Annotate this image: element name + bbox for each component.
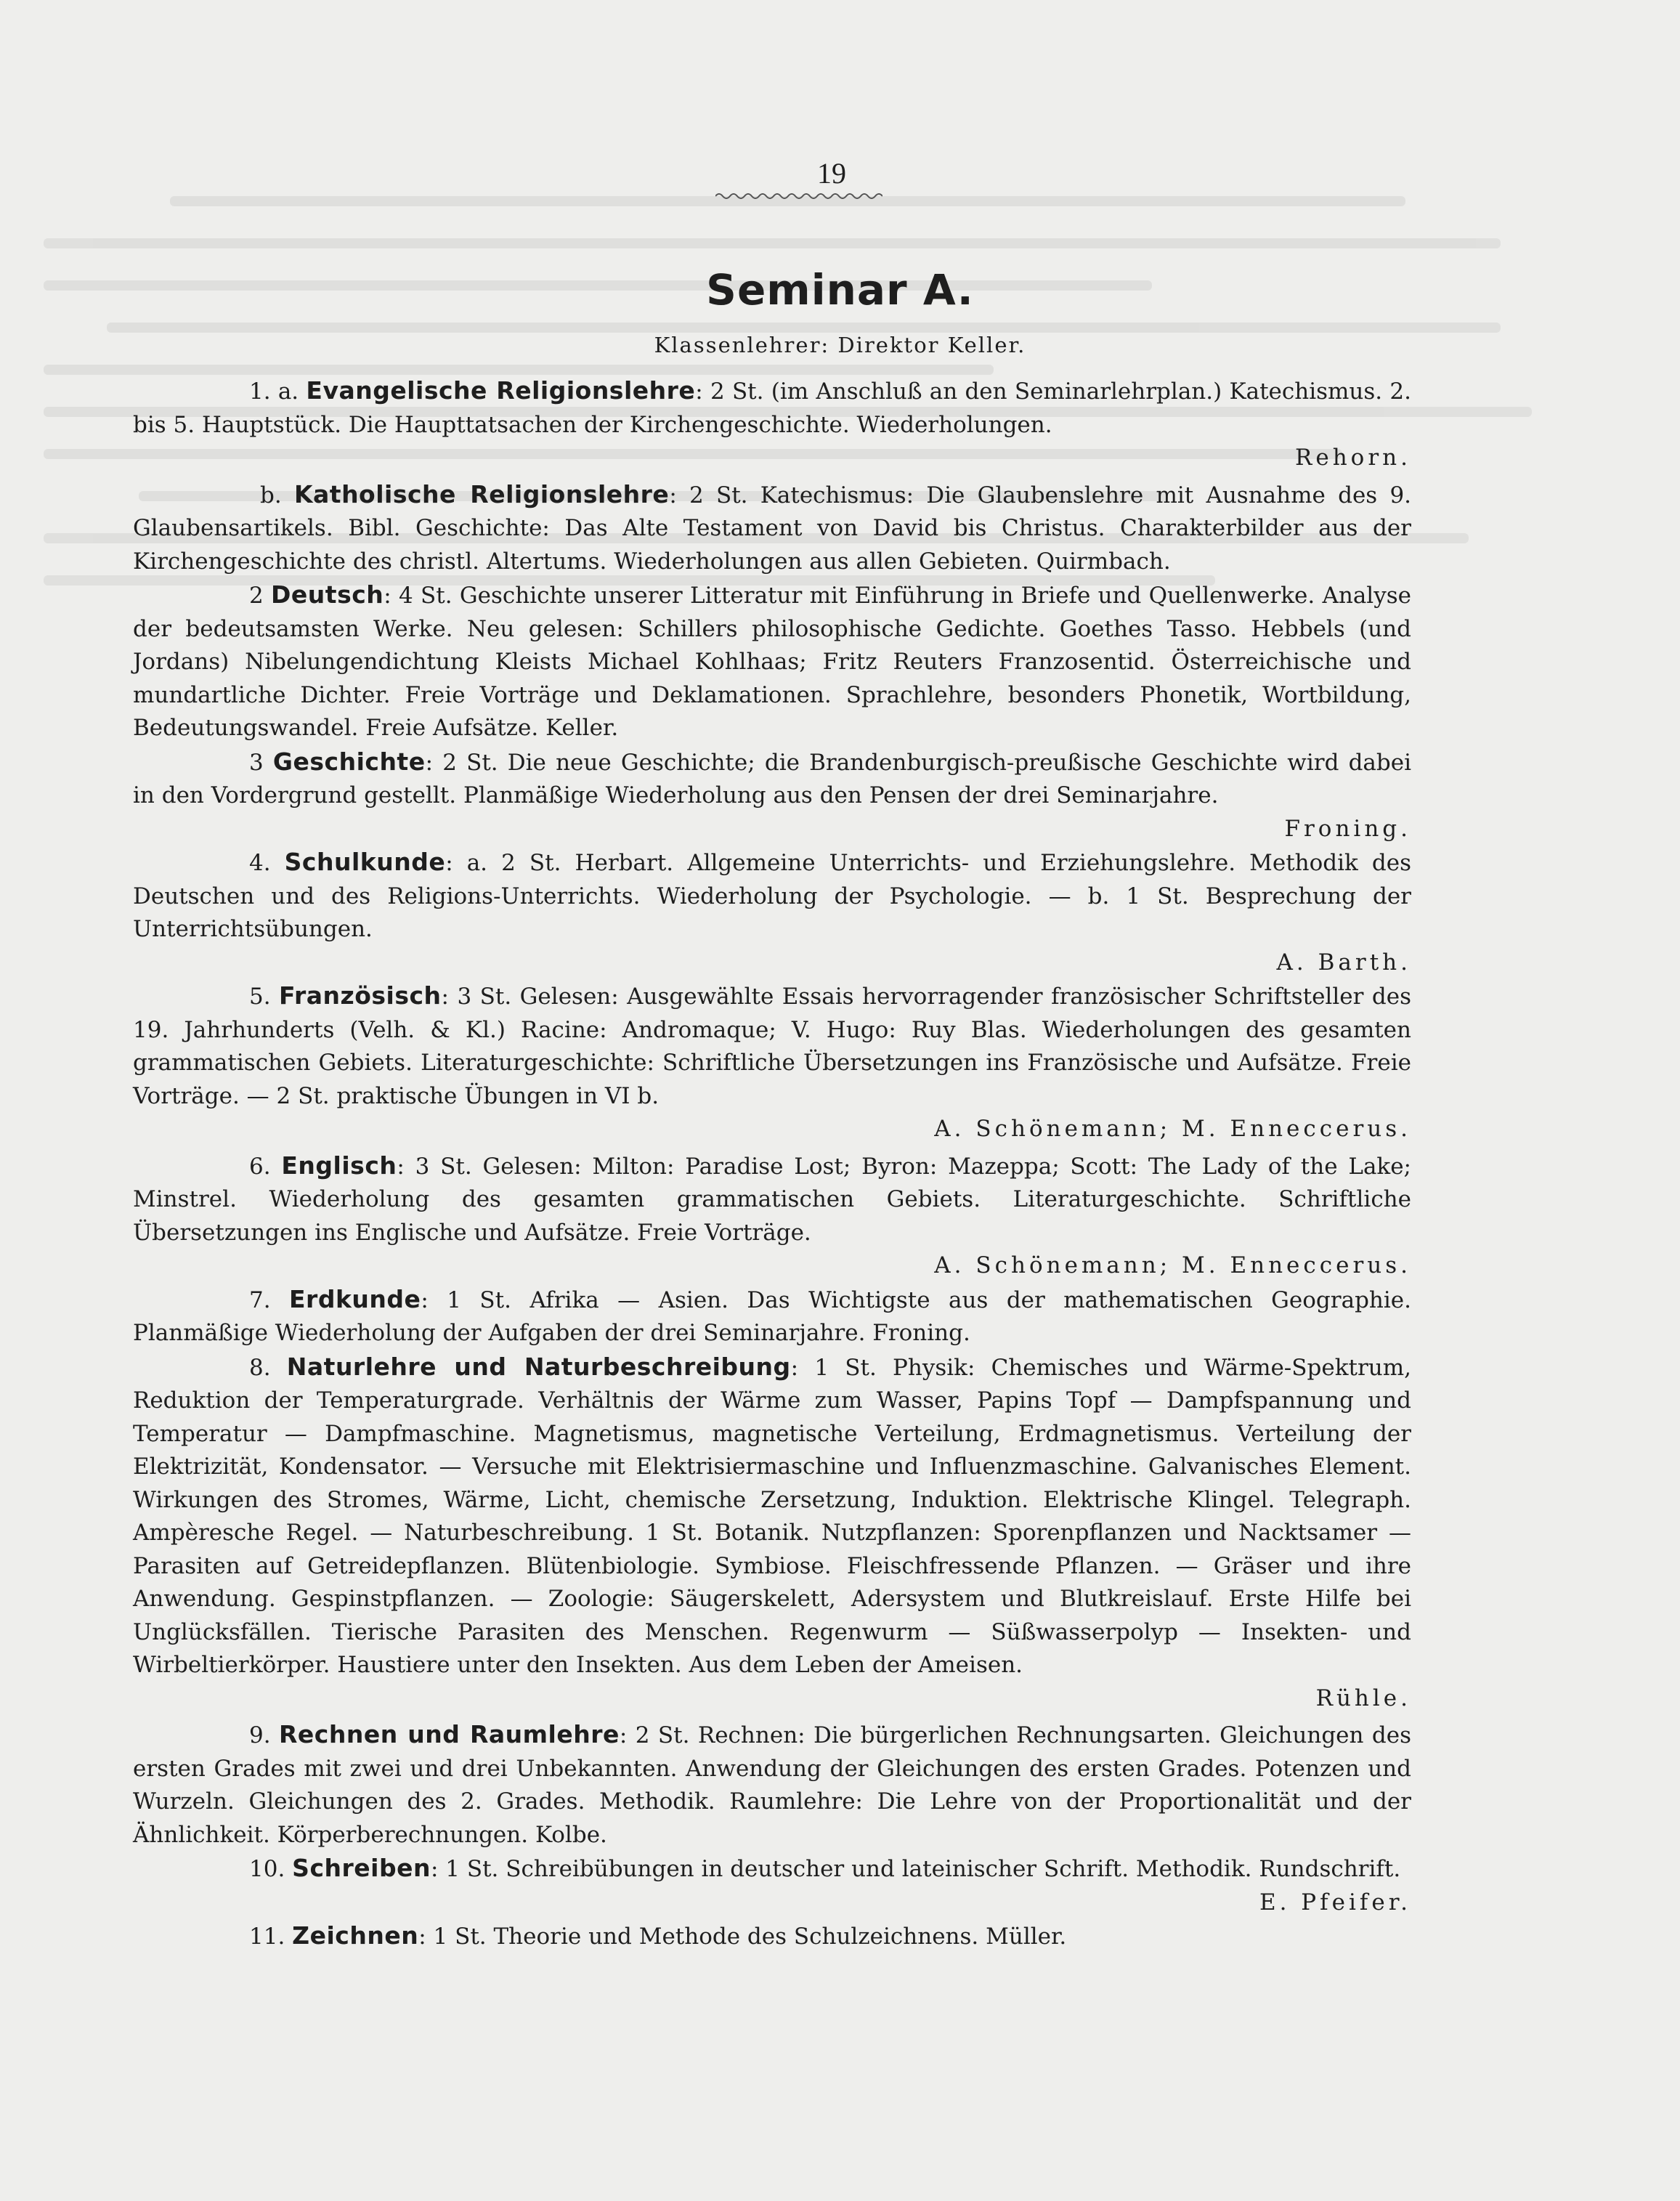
teacher-name: A. Barth. xyxy=(1276,949,1411,976)
section-german: 2 Deutsch: 4 St. Geschichte unserer Litteratur mit Einführung in Briefe und Quellenwerke. Analyse der bedeutsamsten Werke. Neu gelesen: Schillers philosophische Gedichte. Goethes Tasso. Hebbels (und Jordans) Nibelungendichtung Kleists Michael Kohlhaas; Fritz Reuters Franzosentid. Österreichische und mundartliche Dichter. Freie Vorträge und Deklamationen. Sprachlehre, besonders Phonetik, Wortbildung, Bedeutungswandel. Freie Aufsätze. Keller. xyxy=(133,580,1411,741)
teacher-name: A. Schönemann; M. Enneccerus. xyxy=(934,1116,1411,1142)
section-text: : 1 St. Physik: Chemisches und Wärme-Spektrum, Reduktion der Temperaturgrade. Verhältnis der Wärme zum Wasser, Papins Topf — Dampfspannung und Temperatur — Dampfmaschine. Magnetismus, magnetische Verteilung, Erdmagnetismus. Verteilung der Elektrizität, Kondensator. — Versuche mit Elektrisiermaschine und Influenzmaschine. Galvanisches Element. Wirkungen des Stromes, Wärme, Licht, chemische Zersetzung, Induktion. Elektrische Klingel. Telegraph. Ampèresche Regel. — Naturbeschreibung. 1 St. Botanik. Nutzpflanzen: Sporenpflanzen und Nacktsamer — Parasiten auf Getreidepflanzen. Blütenbiologie. Symbiose. Fleischfressende Pflanzen. — Gräser und ihre Anwendung. Gespinstpflanzen. — Zoologie: Säugerskelett, Adersystem und Blutkreislauf. Erste Hilfe bei Unglücksfällen. Tierische Parasiten des Menschen. Regenwurm — Süßwasserpolyp — Insekten- und Wirbeltierkörper. Haustiere unter den Insekten. Aus dem Leben der Ameisen. xyxy=(133,1354,1411,1678)
section-text: : 2 St. Katechismus: Die Glaubenslehre mit Ausnahme des 9. Glaubensartikels. Bibl. Geschichte: Das Alte Testament von David bis Christus. Charakterbilder aus der Kirchengeschichte des christl. Altertums. Wiederholungen aus allen Gebieten. Quirmbach. xyxy=(133,482,1412,575)
teacher-name: Rühle. xyxy=(1315,1685,1411,1711)
teacher-name: Froning. xyxy=(1284,815,1411,842)
page-title: Seminar A. xyxy=(706,265,974,315)
curriculum-body xyxy=(133,374,1411,1954)
section-writing: 10. Schreiben: 1 St. Schreibübungen in deutscher und lateinischer Schrift. Methodik. Rundschrift. E. Pfeifer. xyxy=(133,1852,1411,1919)
teacher-name: A. Schönemann; M. Enneccerus. xyxy=(934,1252,1411,1278)
section-natural-science: 8. Naturlehre und Naturbeschreibung: 1 St. Physik: Chemisches und Wärme-Spektrum, Reduktion der Temperaturgrade. Verhältnis der Wärme zum Wasser, Papins Topf — Dampfspannung und Temperatur — Dampfmaschine. Magnetismus, magnetische Verteilung, Erdmagnetismus. Verteilung der Elektrizität, Kondensator. — Versuche mit Elektrisiermaschine und Influenzmaschine. Galvanisches Element. Wirkungen des Stromes, Wärme, Licht, chemische Zersetzung, Induktion. Elektrische Klingel. Telegraph. Ampèresche Regel. — Naturbeschreibung. 1 St. Botanik. Nutzpflanzen: Sporenpflanzen und Nacktsamer — Parasiten auf Getreidepflanzen. Blütenbiologie. Symbiose. Fleischfressende Pflanzen. — Gräser und ihre Anwendung. Gespinstpflanzen. — Zoologie: Säugerskelett, Adersystem und Blutkreislauf. Erste Hilfe bei Unglücksfällen. Tierische Parasiten des Menschen. Regenwurm — Süßwasserpolyp — Insekten- und Wirbeltierkörper. Haustiere unter den Insekten. Aus dem Leben der Ameisen. Rühle. xyxy=(133,1350,1411,1716)
subject-heading: Zeichnen xyxy=(292,1921,419,1950)
section-drawing: 11. Zeichnen: 1 St. Theorie und Methode des Schulzeichnens. Müller. xyxy=(249,1921,1067,1950)
section-english: 6. Englisch: 3 St. Gelesen: Milton: Paradise Lost; Byron: Mazeppa; Scott: The Lady of the Lake; Minstrel. Wiederholung des gesamten grammatischen Gebiets. Literaturgeschichte. Schriftliche Übersetzungen ins Englische und Aufsätze. Freie Vorträge. A. Schönemann; M. Enneccerus. xyxy=(133,1149,1411,1283)
section-arithmetic-geometry: 9. Rechnen und Raumlehre: 2 St. Rechnen: Die bürgerlichen Rechnungsarten. Gleichungen des ersten Grades mit zwei und drei Unbekannten. Anwendung der Gleichungen des ersten Grades. Potenzen und Wurzeln. Gleichungen des 2. Grades. Methodik. Raumlehre: Die Lehre von der Proportionalität und der Ähnlichkeit. Körperberechnungen. Kolbe. xyxy=(133,1720,1412,1848)
section-catholic-religion: b. Katholische Religionslehre: 2 St. Katechismus: Die Glaubenslehre mit Ausnahme des 9. Glaubensartikels. Bibl. Geschichte: Das Alte Testament von David bis Christus. Charakterbilder aus der Kirchengeschichte des christl. Altertums. Wiederholungen aus allen Gebieten. Quirmbach. xyxy=(133,479,1412,575)
section-history: 3 Geschichte: 2 St. Die neue Geschichte; die Brandenburgisch-preußische Geschichte wird dabei in den Vordergrund gestellt. Planmäßige Wiederholung aus den Pensen der drei Seminarjahre. Froning. xyxy=(133,745,1411,846)
section-school-studies: 4. Schulkunde: a. 2 St. Herbart. Allgemeine Unterrichts- und Erziehungslehre. Methodik des Deutschen und des Religions-Unterrichts. Wiederholung der Psychologie. — b. 1 St. Besprechung der Unterrichtsübungen. A. Barth. xyxy=(133,846,1411,979)
subject-heading: Geschichte xyxy=(272,747,426,776)
section-text: : 3 St. Gelesen: Milton: Paradise Lost; Byron: Mazeppa; Scott: The Lady of the Lake; Minstrel. Wiederholung des gesamten grammatischen Gebiets. Literaturgeschichte. Schriftliche Übersetzungen ins Englische und Aufsätze. Freie Vorträge. xyxy=(133,1153,1412,1246)
page-number: 19 xyxy=(817,157,846,190)
teacher-name: Rehorn. xyxy=(1295,445,1411,471)
subject-heading: Französisch xyxy=(279,981,442,1010)
subject-heading: Deutsch xyxy=(271,580,384,609)
subject-heading: Naturlehre und Naturbeschreibung xyxy=(286,1352,791,1381)
wavy-rule-ornament xyxy=(715,190,882,202)
teacher-name: E. Pfeifer. xyxy=(1259,1889,1411,1916)
subject-heading: Schreiben xyxy=(292,1854,431,1882)
subject-heading: Schulkunde xyxy=(284,848,446,876)
section-text: : 2 St. Rechnen: Die bürgerlichen Rechnungsarten. Gleichungen des ersten Grades mit zwei und drei Unbekannten. Anwendung der Gleichungen des ersten Grades. Potenzen und Wurzeln. Gleichungen des 2. Grades. Methodik. Raumlehre: Die Lehre von der Proportionalität und der Ähnlichkeit. Körperberechnungen. Kolbe. xyxy=(133,1722,1412,1848)
section-text: : a. 2 St. Herbart. Allgemeine Unterrichts- und Erziehungslehre. Methodik des Deutschen und des Religions-Unterrichts. Wiederholung der Psychologie. — b. 1 St. Besprechung der Unterrichtsübungen. xyxy=(133,850,1411,942)
subject-heading: Rechnen und Raumlehre xyxy=(279,1720,620,1748)
subject-heading: Katholische Religionslehre xyxy=(293,479,670,508)
section-text: : 2 St. (im Anschluß an den Seminarlehrplan.) Katechismus. 2. bis 5. Hauptstück. Die Haupttatsachen der Kirchengeschichte. Wiederholungen. xyxy=(133,378,1411,438)
section-french: 5. Französisch: 3 St. Gelesen: Ausgewählte Essais hervorragender französischer Schriftsteller des 19. Jahrhunderts (Velh. & Kl.) Racine: Andromaque; V. Hugo: Ruy Blas. Wiederholungen des gesamten grammatischen Gebiets. Literaturgeschichte: Schriftliche Übersetzungen ins Französische und Aufsätze. Freie Vorträge. — 2 St. praktische Übungen in VI b. A. Schönemann; M. Enneccerus. xyxy=(133,979,1411,1146)
section-text: : 2 St. Die neue Geschichte; die Brandenburgisch-preußische Geschichte wird dabei in den Vordergrund gestellt. Planmäßige Wiederholung aus den Pensen der drei Seminarjahre. xyxy=(133,749,1412,808)
section-geography: 7. Erdkunde: 1 St. Afrika — Asien. Das Wichtigste aus der mathematischen Geographie. Planmäßige Wiederholung der Aufgaben der drei Seminarjahre. Froning. xyxy=(133,1284,1411,1346)
section-text: : 3 St. Gelesen: Ausgewählte Essais hervorragender französischer Schriftsteller des 19. Jahrhunderts (Velh. & Kl.) Racine: Andromaque; V. Hugo: Ruy Blas. Wiederholungen des gesamten grammatischen Gebiets. Literaturgeschichte: Schriftliche Übersetzungen ins Französische und Aufsätze. Freie Vorträge. — 2 St. praktische Übungen in VI b. xyxy=(133,984,1411,1109)
class-teacher-line: Klassenlehrer: Direktor Keller. xyxy=(654,333,1026,357)
section-evangelical-religion: 1. a. Evangelische Religionslehre: 2 St. (im Anschluß an den Seminarlehrplan.) Katechismus. 2. bis 5. Hauptstück. Die Haupttatsachen der Kirchengeschichte. Wiederholungen. Rehorn. xyxy=(133,374,1411,475)
section-text: : 1 St. Schreibübungen in deutscher und lateinischer Schrift. Methodik. Rundschrift. xyxy=(430,1856,1401,1882)
section-text: : 1 St. Theorie und Methode des Schulzeichnens. Müller. xyxy=(418,1924,1067,1950)
section-text: : 4 St. Geschichte unserer Litteratur mit Einführung in Briefe und Quellenwerke. Analyse der bedeutsamsten Werke. Neu gelesen: Schillers philosophische Gedichte. Goethes Tasso. Hebbels (und Jordans) Nibelungendichtung Kleists Michael Kohlhaas; Fritz Reuters Franzosentid. Österreichische und mundartliche Dichter. Freie Vorträge und Deklamationen. Sprachlehre, besonders Phonetik, Wortbildung, Bedeutungswandel. Freie Aufsätze. Keller. xyxy=(133,583,1411,741)
section-text: : 1 St. Afrika — Asien. Das Wichtigste aus der mathematischen Geographie. Planmäßige Wiederholung der Aufgaben der drei Seminarjahre. Froning. xyxy=(133,1286,1411,1346)
subject-heading: Englisch xyxy=(281,1151,397,1180)
subject-heading: Evangelische Religionslehre xyxy=(306,376,696,405)
subject-heading: Erdkunde xyxy=(289,1284,421,1313)
